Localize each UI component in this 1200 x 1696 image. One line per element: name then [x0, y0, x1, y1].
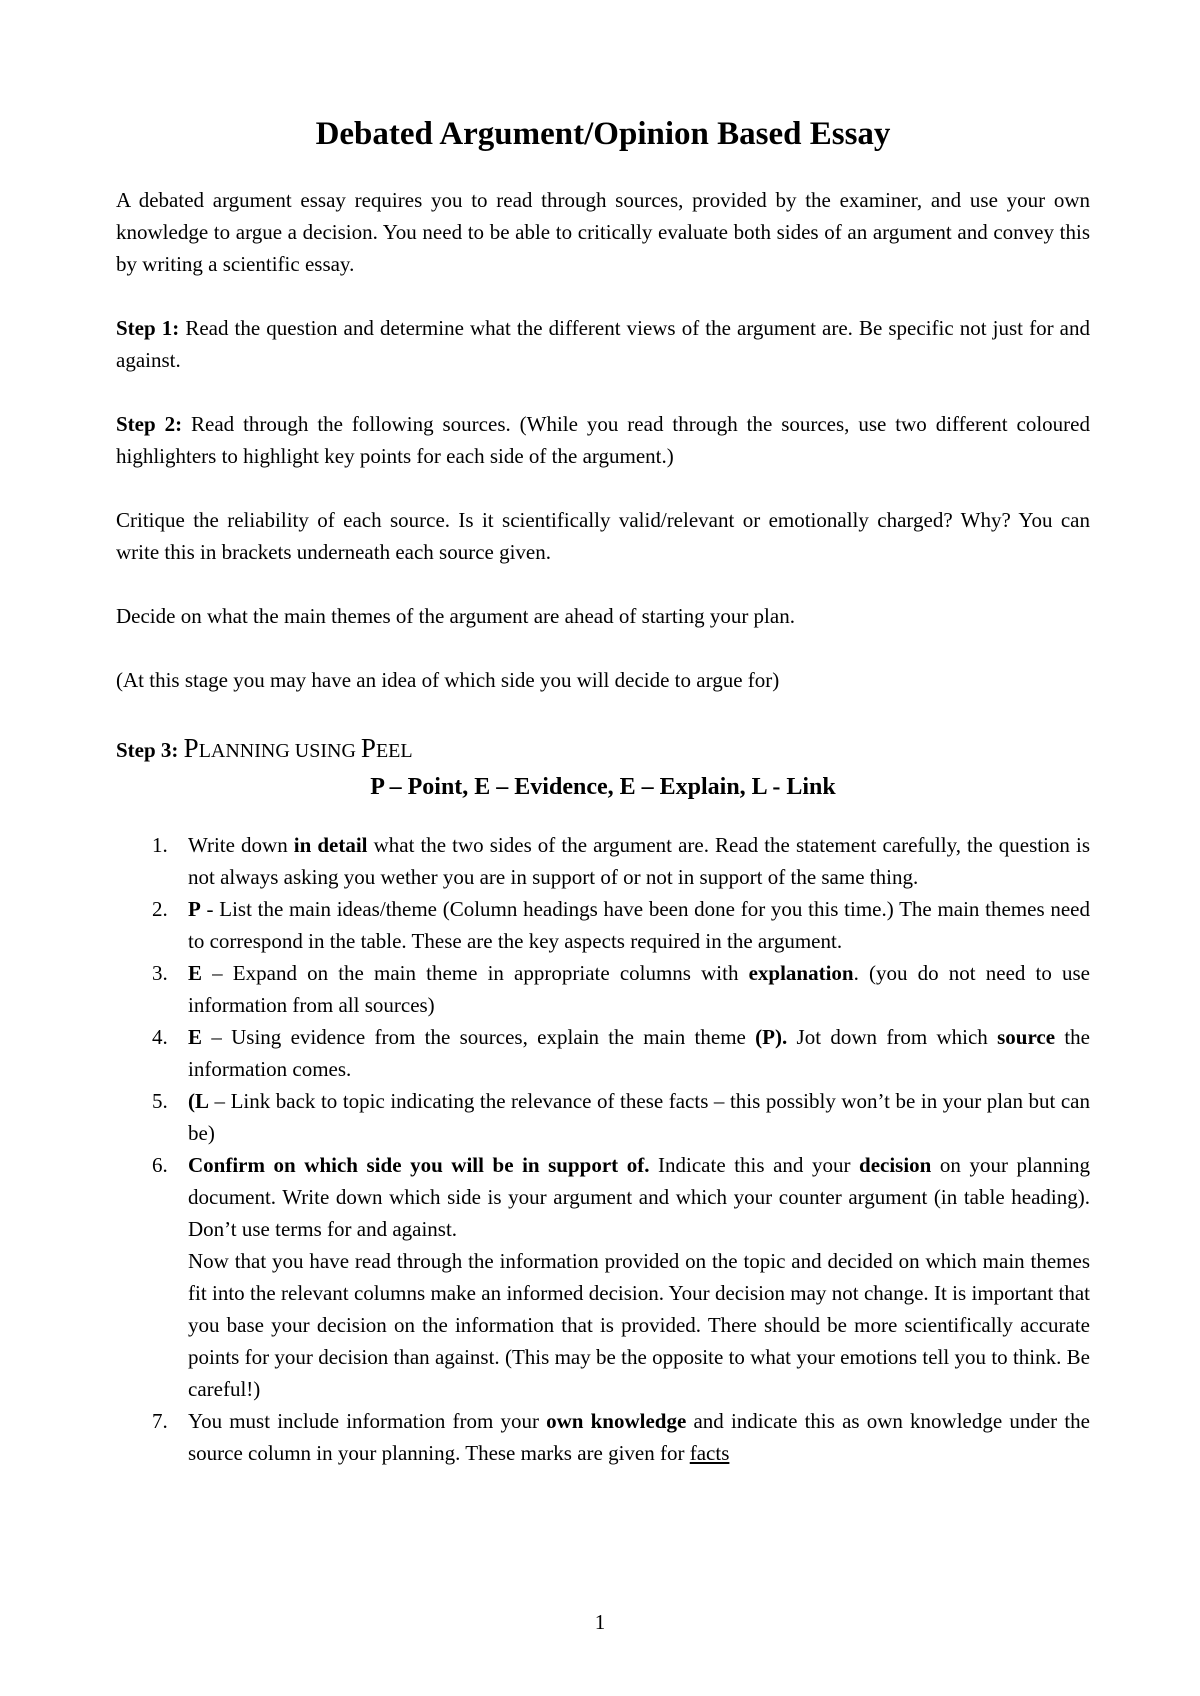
list-item-text: Indicate this and your — [649, 1153, 860, 1177]
list-item-number: 3. — [152, 961, 168, 985]
list-item — [116, 1085, 1090, 1149]
step2-label: Step 2: — [116, 412, 183, 436]
list-item — [116, 829, 1090, 893]
list-item-number: 2. — [152, 897, 168, 921]
list-item — [116, 893, 1090, 957]
list-item-text: You must include information from your — [188, 1409, 547, 1433]
step1-text: Read the question and determine what the different views of the argument are. Be specific not just for and against. — [116, 316, 1090, 372]
list-item-number: 7. — [152, 1409, 168, 1433]
list-item-bold: (P). — [755, 1025, 788, 1049]
step1-label: Step 1: — [116, 316, 180, 340]
list-item-text: Jot down from which — [787, 1025, 998, 1049]
list-item-text: on your planning document. Write down which side is your argument and which your counter argument (in table heading). Don’t use terms for and against. — [188, 1153, 1091, 1241]
document-title: Debated Argument/Opinion Based Essay — [315, 116, 891, 152]
list-item-text: and indicate this as own knowledge under the source column in your planning. These marks are given for — [188, 1409, 1090, 1465]
page-number: 1 — [594, 1610, 606, 1634]
step1-paragraph — [116, 312, 1090, 376]
list-item-number: 6. — [152, 1153, 168, 1177]
list-item-bold: own knowledge — [546, 1409, 687, 1433]
list-item — [116, 1405, 1090, 1469]
list-item-bold: explanation — [748, 961, 854, 985]
critique-paragraph: Critique the reliability of each source. Is it scientifically valid/relevant or emotionally charged? Why? You can write this in brackets underneath each source given. — [116, 508, 1090, 564]
list-item-continuation: Now that you have read through the information provided on the topic and decided on which main themes fit into the relevant columns make an informed decision. Your decision may not change. It is important that you base your decision on the information that is provided. There should be more scientifically accurate points for your decision than against. (This may be the opposite to what your emotions tell you to think. Be careful!) — [188, 1249, 1090, 1401]
step2-paragraph — [116, 408, 1090, 472]
list-item-number: 1. — [152, 833, 168, 857]
list-item-number: 5. — [152, 1089, 168, 1113]
list-item — [116, 1149, 1090, 1405]
step3-cap2: P — [360, 733, 376, 763]
step3-heading — [116, 728, 1090, 771]
list-item — [116, 1021, 1090, 1085]
planning-steps-list — [116, 829, 1090, 1469]
list-item-text: – Link back to topic indicating the relevance of these facts – this possibly won’t be in your plan but can be) — [188, 1089, 1090, 1145]
step2-text: Read through the following sources. (While you read through the sources, use two different coloured highlighters to highlight key points for each side of the argument.) — [116, 412, 1090, 468]
list-item-text: what the two sides of the argument are. Read the statement carefully, the question is not always asking you wether you are in support of or not in support of the same thing. — [188, 833, 1090, 889]
list-item-bold: in detail — [293, 833, 368, 857]
list-item — [116, 957, 1090, 1021]
intro-paragraph: A debated argument essay requires you to read through sources, provided by the examiner, and use your own knowledge to argue a decision. You need to be able to critically evaluate both sides of an argument and convey this by writing a scientific essay. — [116, 188, 1090, 276]
list-item-text: Write down — [188, 833, 294, 857]
list-item-number: 4. — [152, 1025, 168, 1049]
list-item-text: the information comes. — [188, 1025, 1090, 1081]
list-item-text: . (you do not need to use information from all sources) — [188, 961, 1090, 1017]
list-item-bold: source — [997, 1025, 1056, 1049]
list-item-bold: (L — [188, 1089, 209, 1113]
list-item-underlined: facts — [689, 1441, 730, 1465]
list-item-text: – Expand on the main theme in appropriate columns with — [202, 961, 749, 985]
step3-label: Step 3: — [116, 738, 184, 762]
step3-rest1: LANNING USING — [198, 740, 361, 762]
list-item-bold: decision — [859, 1153, 932, 1177]
stage-note-paragraph: (At this stage you may have an idea of which side you will decide to argue for) — [116, 668, 780, 692]
themes-paragraph: Decide on what the main themes of the argument are ahead of starting your plan. — [116, 604, 795, 628]
list-item-bold: P — [188, 897, 201, 921]
peel-definition: P – Point, E – Evidence, E – Explain, L - Link — [370, 774, 836, 800]
list-item-text: – Using evidence from the sources, explain the main theme — [202, 1025, 756, 1049]
list-item-text: - List the main ideas/theme (Column headings have been done for you this time.) The main themes need to correspond in the table. These are the key aspects required in the argument. — [188, 897, 1090, 953]
list-item-bold: Confirm on which side you will be in support of. — [188, 1153, 650, 1177]
step3-rest2: EEL — [375, 740, 413, 762]
step3-cap1: P — [183, 733, 199, 763]
list-item-bold: E — [188, 1025, 203, 1049]
list-item-bold: E — [188, 961, 203, 985]
